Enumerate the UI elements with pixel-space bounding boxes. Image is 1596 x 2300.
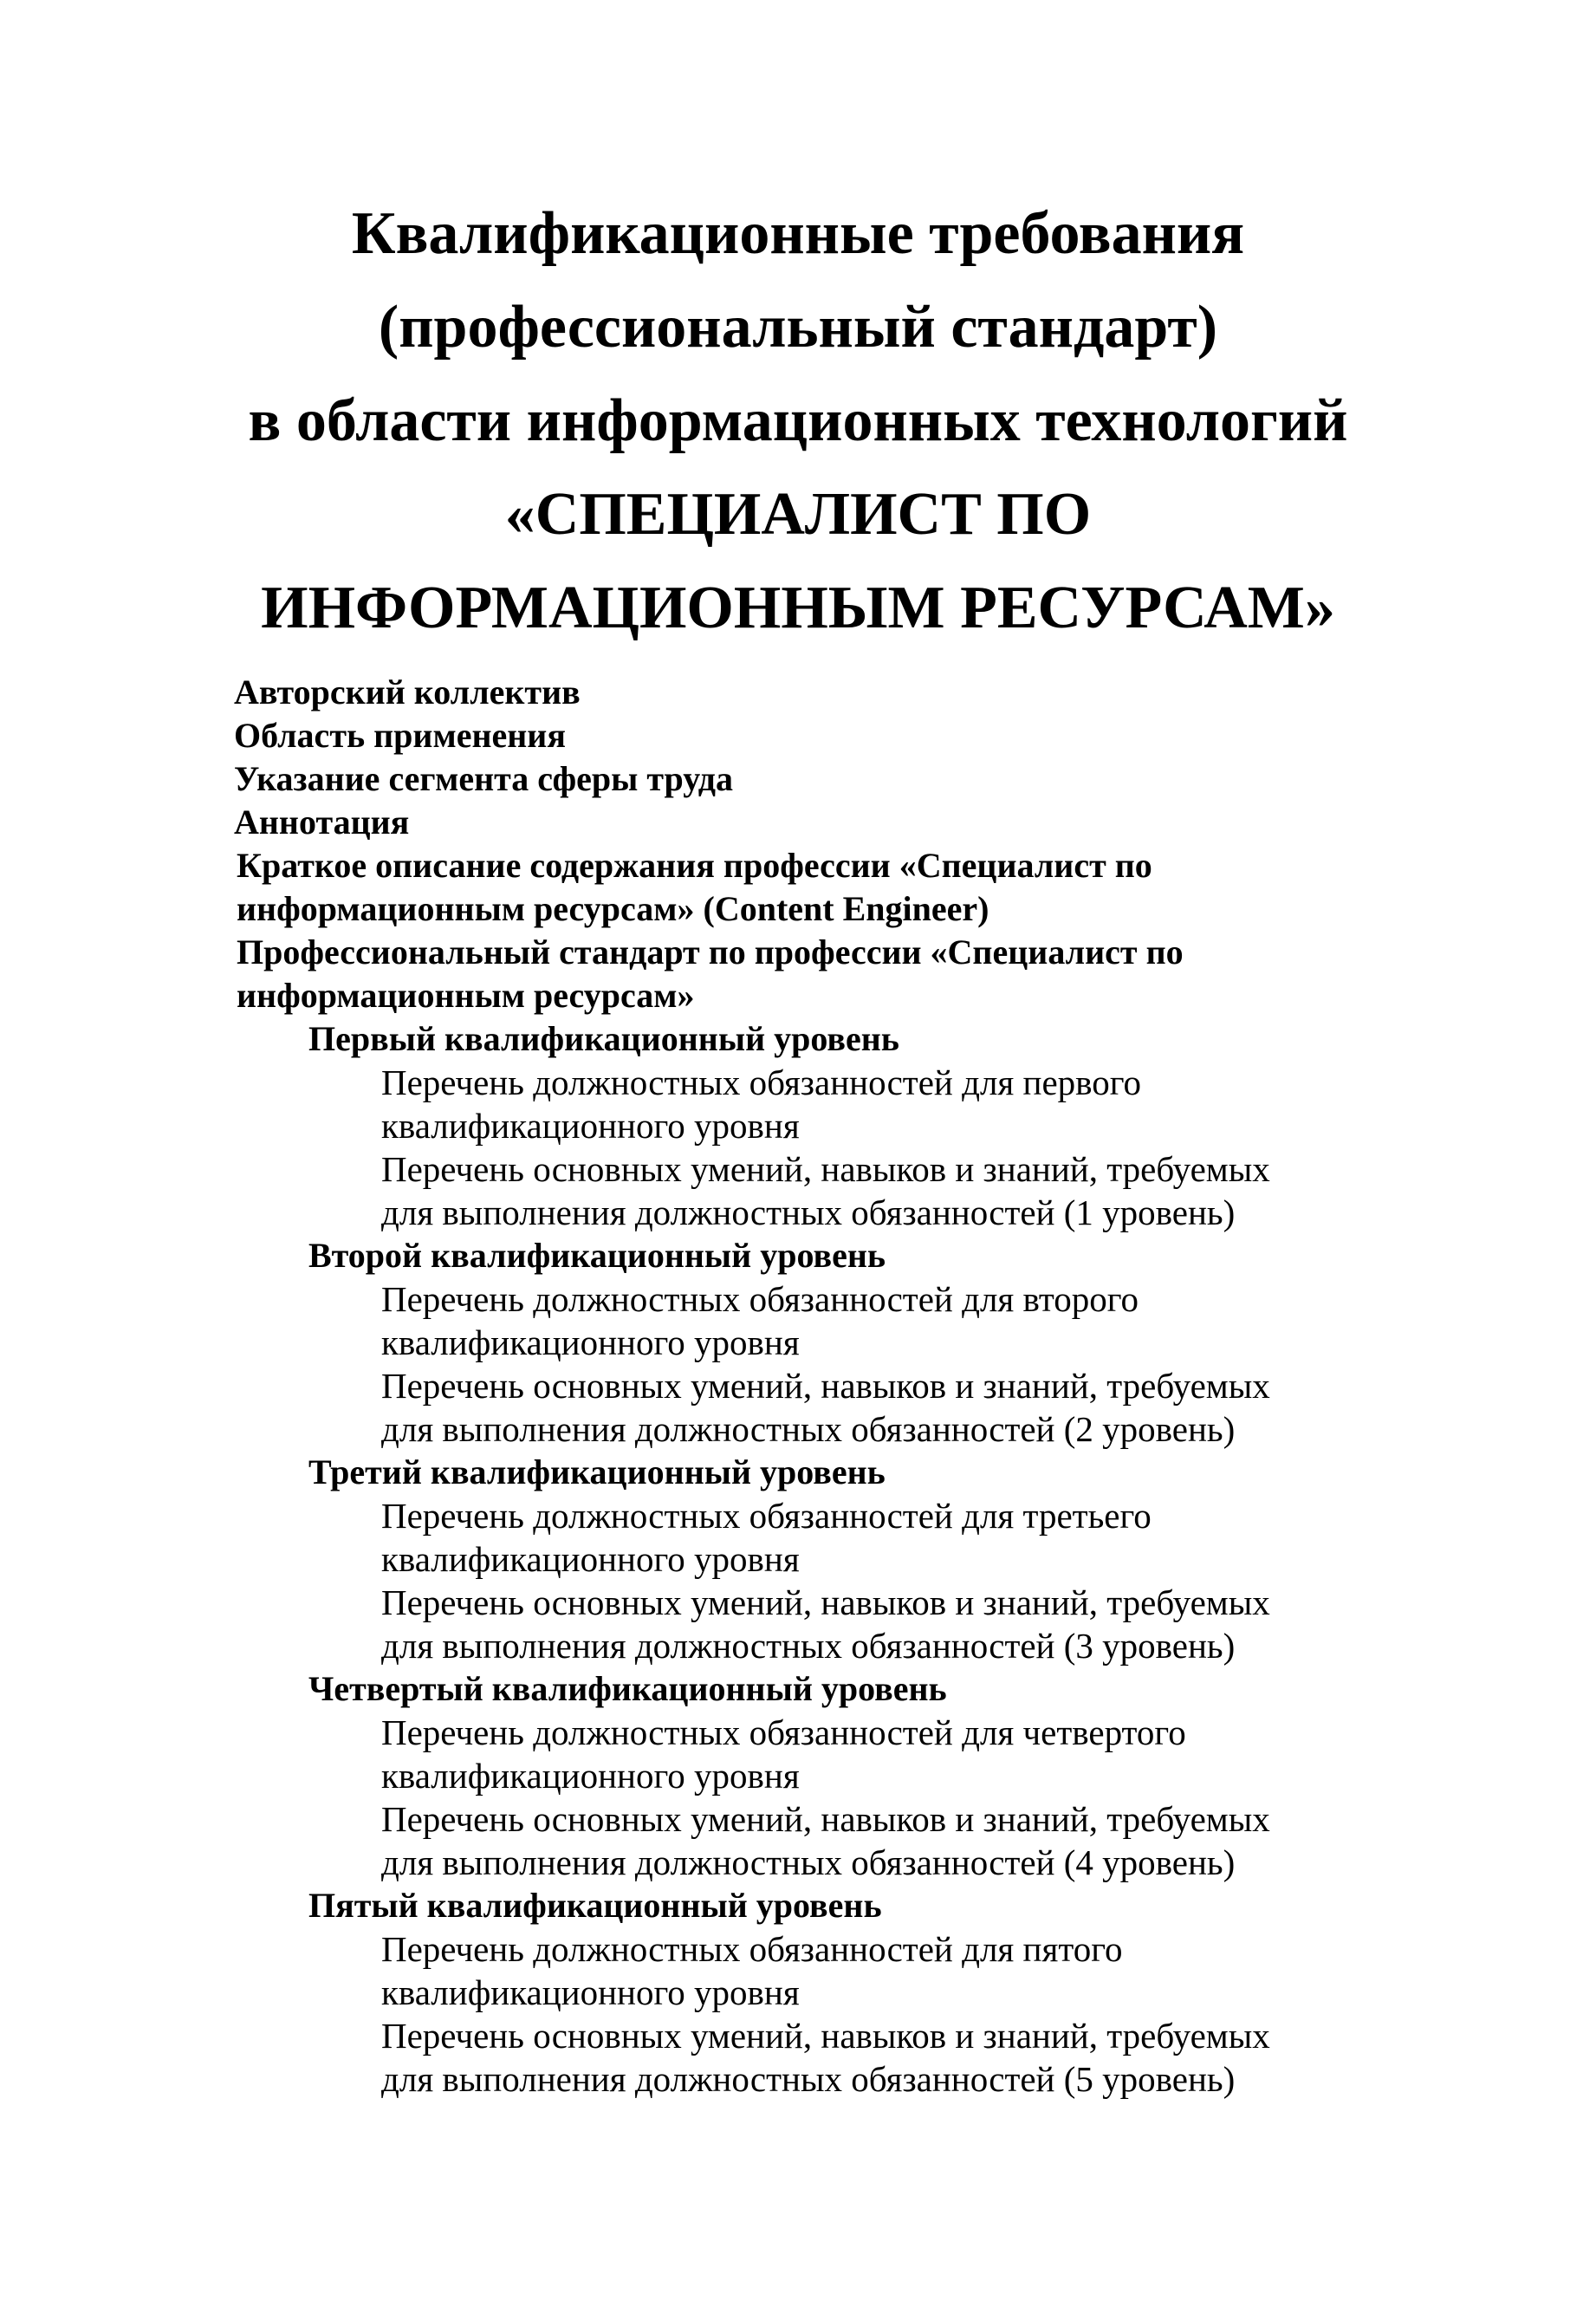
toc-item-line: Перечень основных умений, навыков и знаний, требуемых [381, 1149, 1270, 1189]
toc-item-line: Перечень должностных обязанностей для третьего [381, 1496, 1152, 1536]
toc-level-heading[interactable]: Третий квалификационный уровень [308, 1452, 886, 1491]
toc-item-line: Перечень основных умений, навыков и знаний, требуемых [381, 1366, 1270, 1406]
toc-item-line: Перечень основных умений, навыков и знаний, требуемых [381, 1799, 1270, 1839]
toc-item-line: для выполнения должностных обязанностей (4 уровень) [381, 1842, 1236, 1882]
toc-item-line: квалификационного уровня [381, 1539, 800, 1579]
title-line: (профессиональный стандарт) [378, 294, 1218, 361]
title-line: в области информационных технологий [248, 387, 1348, 454]
toc-item-summary[interactable] [0, 844, 1596, 931]
toc-item-skills[interactable] [0, 1797, 1596, 1884]
document-title [0, 187, 1596, 655]
toc-item-line: для выполнения должностных обязанностей (3 уровень) [381, 1626, 1236, 1666]
toc-item-line: квалификационного уровня [381, 1322, 800, 1362]
toc-item-line: Краткое описание содержания профессии «Специалист по [237, 846, 1152, 885]
toc-item-duties[interactable] [0, 1494, 1596, 1581]
toc-item-line: для выполнения должностных обязанностей (5 уровень) [381, 2059, 1236, 2099]
toc-item-line: информационным ресурсам» (Content Engineer) [237, 889, 989, 928]
toc-item-skills[interactable] [0, 1581, 1596, 1667]
title-line: «СПЕЦИАЛИСТ ПО [504, 481, 1092, 548]
toc-level-heading[interactable]: Первый квалификационный уровень [308, 1019, 899, 1058]
toc-item-line: для выполнения должностных обязанностей (2 уровень) [381, 1409, 1236, 1449]
toc-item-duties[interactable] [0, 1277, 1596, 1364]
toc-item-duties[interactable] [0, 1927, 1596, 2014]
toc-item-duties[interactable] [0, 1711, 1596, 1797]
title-line: Квалификационные требования [351, 200, 1245, 267]
toc-item-line: квалификационного уровня [381, 1106, 800, 1146]
toc-item-line: Перечень основных умений, навыков и знаний, требуемых [381, 2016, 1270, 2056]
toc-level-heading[interactable]: Четвертый квалификационный уровень [308, 1669, 947, 1708]
title-line: ИНФОРМАЦИОННЫМ РЕСУРСАМ» [261, 575, 1335, 641]
toc-item-authors[interactable]: Авторский коллектив [234, 672, 581, 711]
toc-item-line: Профессиональный стандарт по профессии «Специалист по [237, 932, 1184, 971]
toc-item-line: квалификационного уровня [381, 1756, 800, 1796]
toc-item-line: для выполнения должностных обязанностей (1 уровень) [381, 1192, 1236, 1232]
toc-item-line: информационным ресурсам» [237, 976, 695, 1015]
toc-item-annotation[interactable]: Аннотация [234, 802, 410, 841]
toc-item-line: квалификационного уровня [381, 1972, 800, 2012]
toc-item-scope[interactable]: Область применения [234, 716, 566, 755]
toc-item-duties[interactable] [0, 1061, 1596, 1147]
toc-level-heading[interactable]: Пятый квалификационный уровень [308, 1886, 882, 1925]
toc-item-line: Перечень должностных обязанностей для первого [381, 1062, 1142, 1102]
toc-item-line: Перечень должностных обязанностей для четвертого [381, 1712, 1186, 1752]
toc-item-line: Перечень должностных обязанностей для пятого [381, 1929, 1123, 1969]
toc-level-heading[interactable]: Второй квалификационный уровень [308, 1236, 886, 1275]
table-of-contents [0, 671, 1596, 2101]
toc-item-segment[interactable]: Указание сегмента сферы труда [234, 759, 733, 798]
toc-item-line: Перечень основных умений, навыков и знаний, требуемых [381, 1582, 1270, 1622]
toc-item-skills[interactable] [0, 2014, 1596, 2101]
toc-item-standard[interactable] [0, 931, 1596, 1017]
toc-item-skills[interactable] [0, 1147, 1596, 1234]
toc-item-line: Перечень должностных обязанностей для второго [381, 1279, 1139, 1319]
toc-item-skills[interactable] [0, 1364, 1596, 1451]
